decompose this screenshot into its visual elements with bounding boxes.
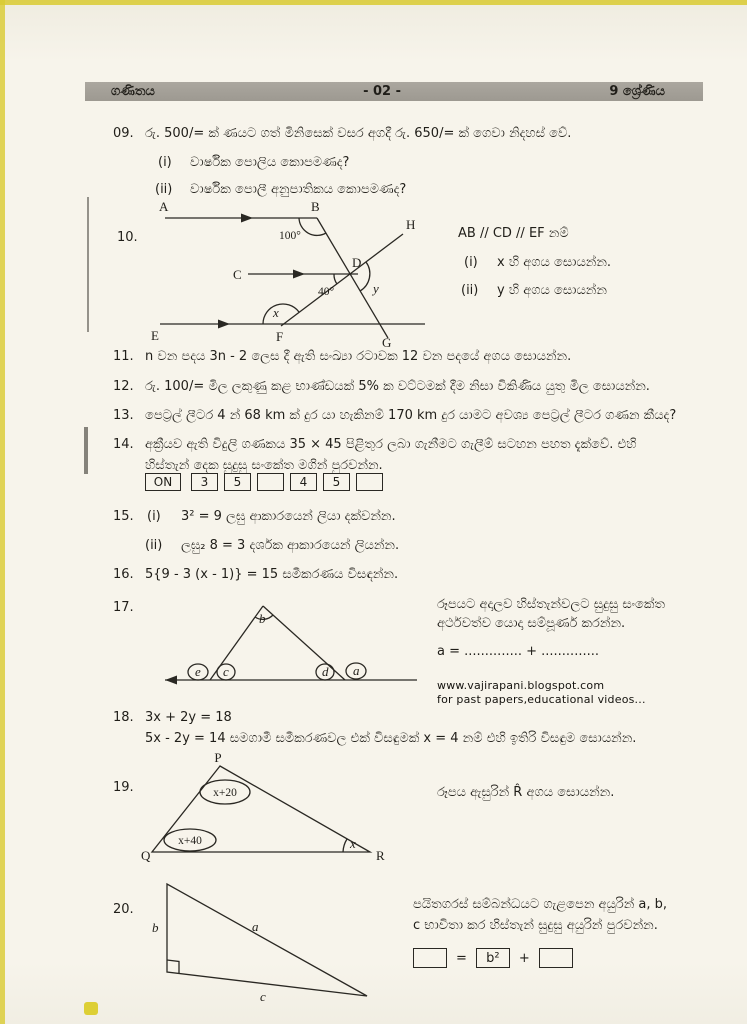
q09-part-i-label: (i) [158, 155, 172, 170]
q18-equation2-and-text: 5x - 2y = 14 සමගාමී සමීකරණවල එක් විසඳුමක් x = 4 නම් එහි ඉතිරි විසඳුම සොයන්න. [145, 731, 637, 746]
q20-right-triangle-diagram [142, 876, 382, 1004]
key-blank-2 [356, 473, 383, 491]
equals-sign: = [456, 950, 467, 966]
q13-number: 13. [113, 408, 134, 423]
q10-number: 10. [117, 230, 138, 245]
q17-number: 17. [113, 600, 134, 615]
vertex-label-C: C [233, 267, 242, 282]
angle-label-c: c [223, 664, 229, 679]
vertex-label-A: A [159, 199, 169, 214]
base-arrowhead [165, 676, 177, 685]
angle-label-y: y [373, 281, 379, 296]
vertex-label-E: E [151, 328, 159, 343]
angle-label-x: x [350, 836, 356, 851]
angle-label-100: 100° [279, 230, 301, 242]
q20-answer-boxes [413, 948, 573, 968]
q17-note-line1: රූපයට අදාලව හිස්තැන්වලට සුදුසු සංකේත [437, 597, 665, 612]
q16-number: 16. [113, 567, 134, 582]
arrowhead-AB [241, 214, 253, 223]
q19-text: රූපය ඇසුරින් R̂ අගය සොයන්න. [437, 785, 615, 800]
key-blank-1 [257, 473, 284, 491]
q19-triangle-diagram [140, 752, 385, 864]
angle-label-a: a [353, 663, 360, 678]
q11-number: 11. [113, 349, 134, 364]
vertex-label-H: H [406, 217, 416, 232]
angle-label-b: b [259, 611, 266, 626]
angle-label-e: e [195, 664, 201, 679]
key-5: 5 [224, 473, 251, 491]
q11-text: n වන පදය 3n - 2 ලෙස දී ඇති සංඛ්‍යා රටාවක 12 වන පදයේ අගය සොයන්න. [145, 349, 572, 364]
vertex-label-P: P [214, 752, 222, 765]
scan-edge-left [0, 0, 5, 1024]
q15-number: 15. [113, 509, 134, 524]
q09-part-ii-text: වාර්ෂික පොලී අනුපාතිකය කොපමණද? [190, 182, 407, 197]
side-label-c: c [260, 989, 266, 1004]
q09-part-i-text: වාර්ෂික පොලිය කොපමණද? [190, 155, 350, 170]
vertex-label-Q: Q [141, 848, 151, 863]
scan-blob [84, 1002, 98, 1015]
q14-calculator-key-row [145, 473, 389, 491]
q14-number: 14. [113, 437, 134, 452]
angle-arc-40 [334, 274, 337, 284]
angle-R-arc [343, 839, 347, 852]
vertex-label-F: F [276, 329, 284, 344]
q10-part-ii-label: (ii) [461, 283, 479, 298]
q20-text-line2: c භාවිතා කර හිස්තැන් සුදුසු අයුරින් පුරවන්න. [413, 918, 658, 933]
q13-text: පෙට්‍රල් ලීටර 4 න් 68 km ක් දුර යා හැකිනම් 170 km දුර යාමට අවශ්‍ය පෙට්‍රල් ලීටර ගණන කීයද? [145, 408, 677, 423]
header-subject: ගණිතය [111, 84, 155, 99]
q17-note-line2: අර්ථවත්ව යොදා සම්පූර්ණ කරන්න. [437, 616, 626, 631]
q12-number: 12. [113, 379, 134, 394]
answer-box-b-squared: b² [476, 948, 510, 968]
q15-part-i-label: (i) [147, 509, 161, 524]
q17-exterior-angle-diagram [155, 592, 430, 692]
q10-part-ii-text: y හි අගය සොයන්න [497, 283, 607, 298]
angle-arc-y [360, 262, 370, 291]
key-5b: 5 [323, 473, 350, 491]
q09-part-ii-label: (ii) [155, 182, 173, 197]
answer-box-blank-2 [539, 948, 573, 968]
q14-text-line1: අක්‍රීයව ඇති විදුලි ගණකය 35 × 45 පිළිතුර ලබා ගැනීමට ගැලීම් සටහන පහත දැක්වේ. එහි [145, 437, 637, 452]
q09-text: රු. 500/= ක් ණයට ගත් මිනිසෙක් වසර අගදී රු. 650/= ක් ගෙවා නිදහස් වේ. [145, 126, 572, 141]
header-page-number: - 02 - [363, 84, 402, 99]
arrowhead-CD [293, 270, 305, 279]
q09-number: 09. [113, 126, 134, 141]
header-grade: 9 ශ්‍රේණිය [609, 84, 665, 99]
scan-mark-2 [84, 427, 88, 474]
answer-box-blank-1 [413, 948, 447, 968]
arrowhead-EF [218, 320, 230, 329]
q12-text: රු. 100/= මිල ලකුණු කළ භාණ්ඩයක් 5% ක වට්ටමක් දීම නිසා විකිණිය යුතු මිල සොයන්න. [145, 379, 650, 394]
q15-part-ii-label: (ii) [145, 538, 163, 553]
q16-text: 5{9 - 3 (x - 1)} = 15 සමීකරණය විසඳන්න. [145, 567, 399, 582]
vertex-label-G: G [382, 335, 392, 348]
scan-mark-1 [87, 197, 89, 332]
key-4: 4 [290, 473, 317, 491]
q19-number: 19. [113, 780, 134, 795]
plus-sign: + [518, 950, 530, 966]
transversal-BG [317, 218, 388, 338]
right-triangle [167, 884, 367, 996]
vertex-label-R: R [376, 848, 385, 863]
q15-part-i-text: 3² = 9 ලඝු ආකාරයෙන් ලියා දක්වන්න. [181, 509, 396, 524]
key-on: ON [145, 473, 181, 491]
watermark-tagline: for past papers,educational videos... [437, 693, 646, 706]
q18-equation1: 3x + 2y = 18 [145, 710, 232, 725]
q10-parallel-lines-diagram [145, 196, 455, 348]
side-label-a: a [252, 919, 259, 934]
q17-equation-blank: a = .............. + .............. [437, 644, 599, 659]
angle-arc-x [263, 304, 299, 324]
angle-label-x40: x+40 [178, 835, 202, 847]
q20-number: 20. [113, 902, 134, 917]
q10-part-i-text: x හි අගය සොයන්න. [497, 255, 612, 270]
scan-edge-top [0, 0, 747, 5]
q14-text-line2: හිස්තැන් දෙක සුදුසු සංකේත මගින් පුරවන්න. [145, 458, 383, 473]
side-label-b: b [152, 920, 159, 935]
q15-part-ii-text: ලඝු₂ 8 = 3 දර්ශක ආකාරයෙන් ලියන්න. [181, 538, 400, 553]
q10-part-i-label: (i) [464, 255, 478, 270]
angle-label-x: x [273, 305, 279, 320]
q20-text-line1: පයිතගරස් සම්බන්ධයට ගැළපෙන අයුරින් a, b, [413, 897, 668, 912]
right-angle-mark [167, 960, 179, 974]
key-3: 3 [191, 473, 218, 491]
q10-given: AB // CD // EF නම් [458, 226, 569, 241]
angle-label-x20: x+20 [213, 787, 237, 799]
angle-label-40: 40° [318, 286, 335, 298]
watermark-url: www.vajirapani.blogspot.com [437, 679, 605, 692]
vertex-label-B: B [311, 199, 320, 214]
page-header [85, 82, 703, 101]
vertex-label-D: D [352, 255, 362, 270]
q18-number: 18. [113, 710, 134, 725]
angle-label-d: d [322, 664, 329, 679]
transversal-HF [281, 234, 403, 326]
